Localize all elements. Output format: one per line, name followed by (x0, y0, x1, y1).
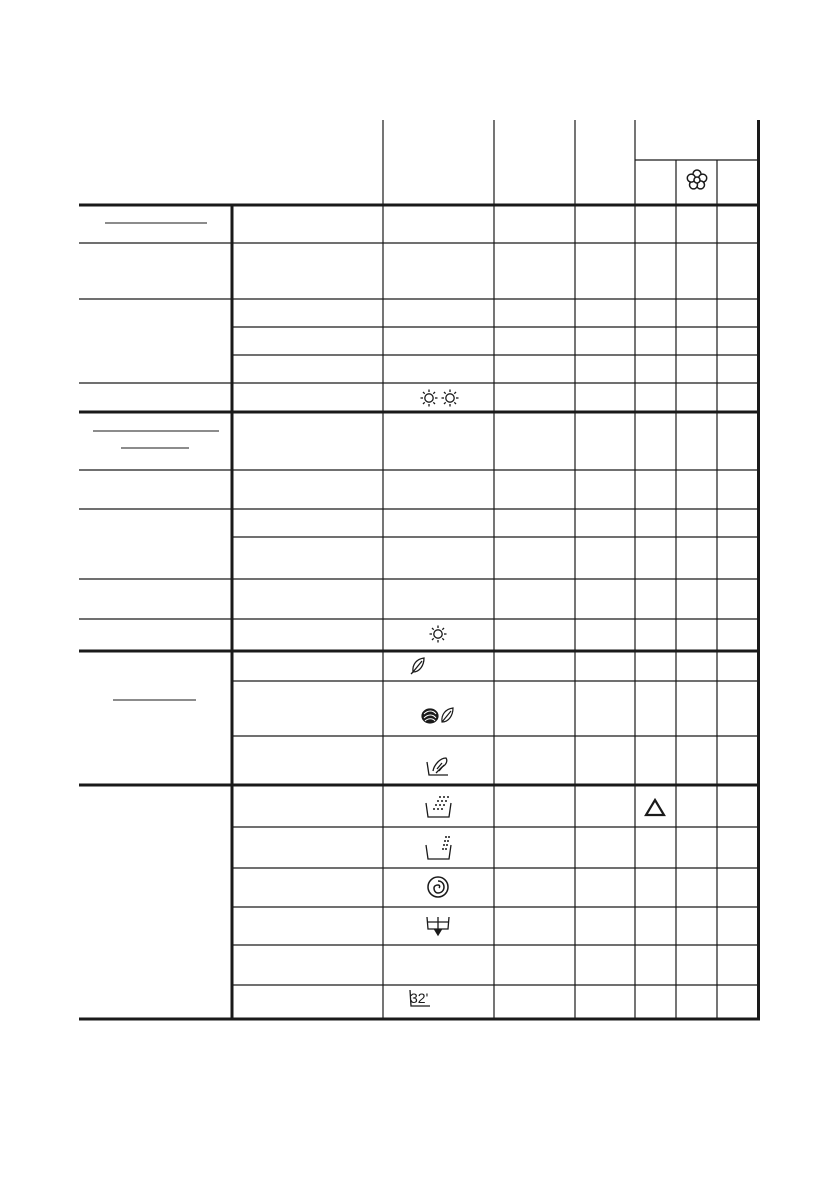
leaf-icon (411, 658, 424, 674)
spin-icon (428, 877, 448, 897)
drain-icon (427, 917, 449, 935)
hand-wash-icon (427, 758, 448, 775)
triangle-icon (646, 800, 664, 815)
quick-wash-label: 32' (410, 990, 429, 1006)
rinse-icon (426, 796, 451, 817)
sun-sun-icon (421, 390, 459, 407)
wool-leaf-icon (422, 708, 453, 723)
light-rinse-icon (426, 836, 451, 859)
sun-icon (430, 626, 447, 643)
flower-icon (687, 170, 706, 189)
